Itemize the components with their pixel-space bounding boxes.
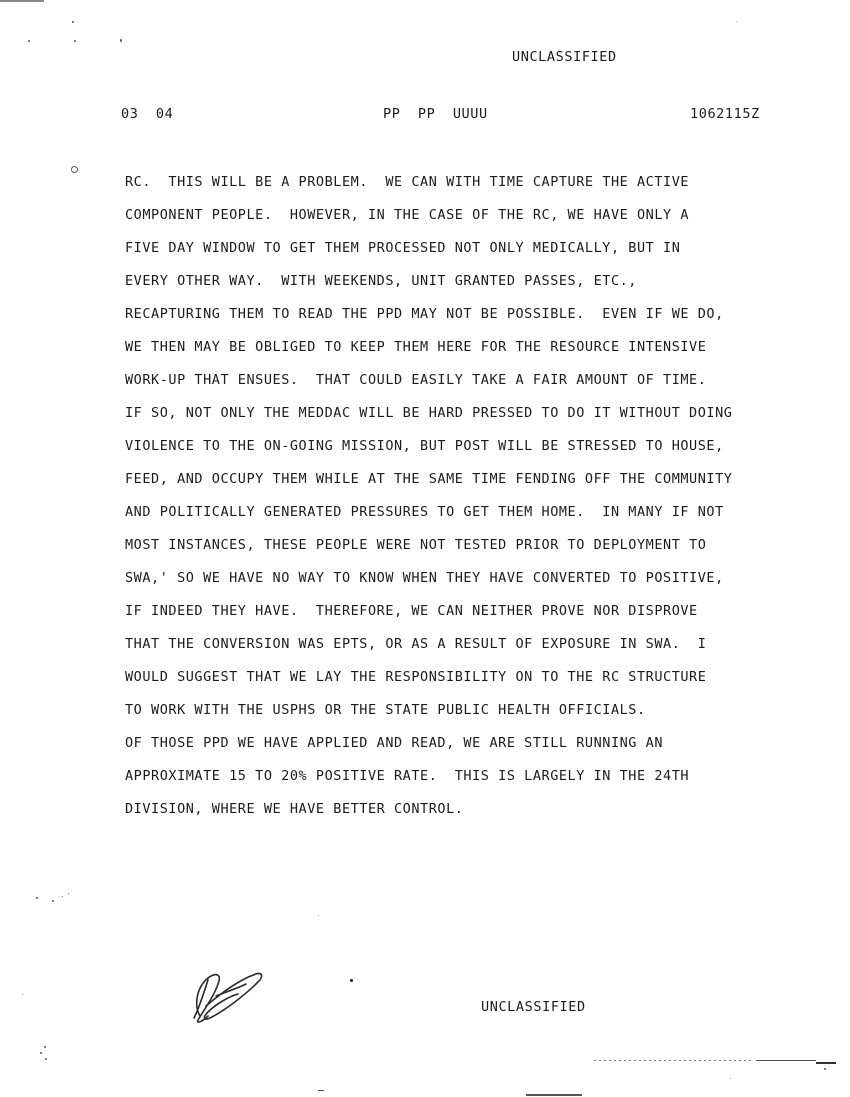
body-line: APPROXIMATE 15 TO 20% POSITIVE RATE. THIS IS LARGELY IN THE 24TH xyxy=(125,768,690,784)
body-line: WE THEN MAY BE OBLIGED TO KEEP THEM HERE FOR THE RESOURCE INTENSIVE xyxy=(125,339,707,355)
body-line: IF INDEED THEY HAVE. THEREFORE, WE CAN NEITHER PROVE NOR DISPROVE xyxy=(125,603,698,619)
scan-speck xyxy=(36,897,38,899)
scan-speck xyxy=(318,915,319,916)
message-body xyxy=(125,173,732,833)
scan-speck xyxy=(22,994,23,995)
body-line: RECAPTURING THEM TO READ THE PPD MAY NOT BE POSSIBLE. EVEN IF WE DO, xyxy=(125,306,724,322)
scan-dotted-line xyxy=(594,1060,754,1061)
body-line: FEED, AND OCCUPY THEM WHILE AT THE SAME TIME FENDING OFF THE COMMUNITY xyxy=(125,471,733,487)
scan-edge-mark xyxy=(756,1060,816,1061)
scan-edge-mark xyxy=(526,1094,582,1096)
scan-speck xyxy=(44,1046,46,1048)
body-line: EVERY OTHER WAY. WITH WEEKENDS, UNIT GRANTED PASSES, ETC., xyxy=(125,273,637,289)
precedence-codes: PP PP UUUU xyxy=(383,106,488,122)
scan-speck xyxy=(72,21,74,23)
body-line: RC. THIS WILL BE A PROBLEM. WE CAN WITH TIME CAPTURE THE ACTIVE xyxy=(125,174,690,190)
scan-speck xyxy=(68,893,69,894)
scan-edge-mark xyxy=(0,0,44,2)
body-line: DIVISION, WHERE WE HAVE BETTER CONTROL. xyxy=(125,801,464,817)
body-line: SWA,' SO WE HAVE NO WAY TO KNOW WHEN THEY HAVE CONVERTED TO POSITIVE, xyxy=(125,570,724,586)
handwritten-initials-icon xyxy=(186,966,266,1026)
page-reference: 03 04 xyxy=(121,106,174,122)
scan-speck xyxy=(62,896,63,897)
body-line: OF THOSE PPD WE HAVE APPLIED AND READ, WE ARE STILL RUNNING AN xyxy=(125,735,664,751)
scan-speck xyxy=(40,1052,42,1054)
scan-speck xyxy=(736,21,737,22)
scan-speck xyxy=(350,979,353,982)
body-line: COMPONENT PEOPLE. HOWEVER, IN THE CASE OF THE RC, WE HAVE ONLY A xyxy=(125,207,690,223)
scan-speck xyxy=(824,1068,826,1070)
date-time-group: 1062115Z xyxy=(690,106,760,122)
body-line: TO WORK WITH THE USPHS OR THE STATE PUBLIC HEALTH OFFICIALS. xyxy=(125,702,646,718)
classification-top: UNCLASSIFIED xyxy=(512,49,617,65)
body-line: WORK-UP THAT ENSUES. THAT COULD EASILY TAKE A FAIR AMOUNT OF TIME. xyxy=(125,372,707,388)
scan-speck xyxy=(74,40,76,42)
body-line: IF SO, NOT ONLY THE MEDDAC WILL BE HARD PRESSED TO DO IT WITHOUT DOING xyxy=(125,405,733,421)
body-line: THAT THE CONVERSION WAS EPTS, OR AS A RESULT OF EXPOSURE IN SWA. I xyxy=(125,636,707,652)
body-line: WOULD SUGGEST THAT WE LAY THE RESPONSIBILITY ON TO THE RC STRUCTURE xyxy=(125,669,707,685)
body-line: MOST INSTANCES, THESE PEOPLE WERE NOT TESTED PRIOR TO DEPLOYMENT TO xyxy=(125,537,707,553)
scan-speck xyxy=(52,900,54,902)
classification-bottom: UNCLASSIFIED xyxy=(481,999,586,1015)
scan-hole-mark xyxy=(71,166,78,173)
scan-speck xyxy=(120,39,122,42)
body-line: AND POLITICALLY GENERATED PRESSURES TO GET THEM HOME. IN MANY IF NOT xyxy=(125,504,724,520)
scan-speck xyxy=(730,1078,731,1079)
scan-edge-mark xyxy=(816,1062,836,1064)
scan-speck xyxy=(28,40,30,42)
body-line: VIOLENCE TO THE ON-GOING MISSION, BUT POST WILL BE STRESSED TO HOUSE, xyxy=(125,438,724,454)
scan-speck xyxy=(318,1090,324,1091)
scan-speck xyxy=(45,1058,47,1060)
body-line: FIVE DAY WINDOW TO GET THEM PROCESSED NOT ONLY MEDICALLY, BUT IN xyxy=(125,240,681,256)
